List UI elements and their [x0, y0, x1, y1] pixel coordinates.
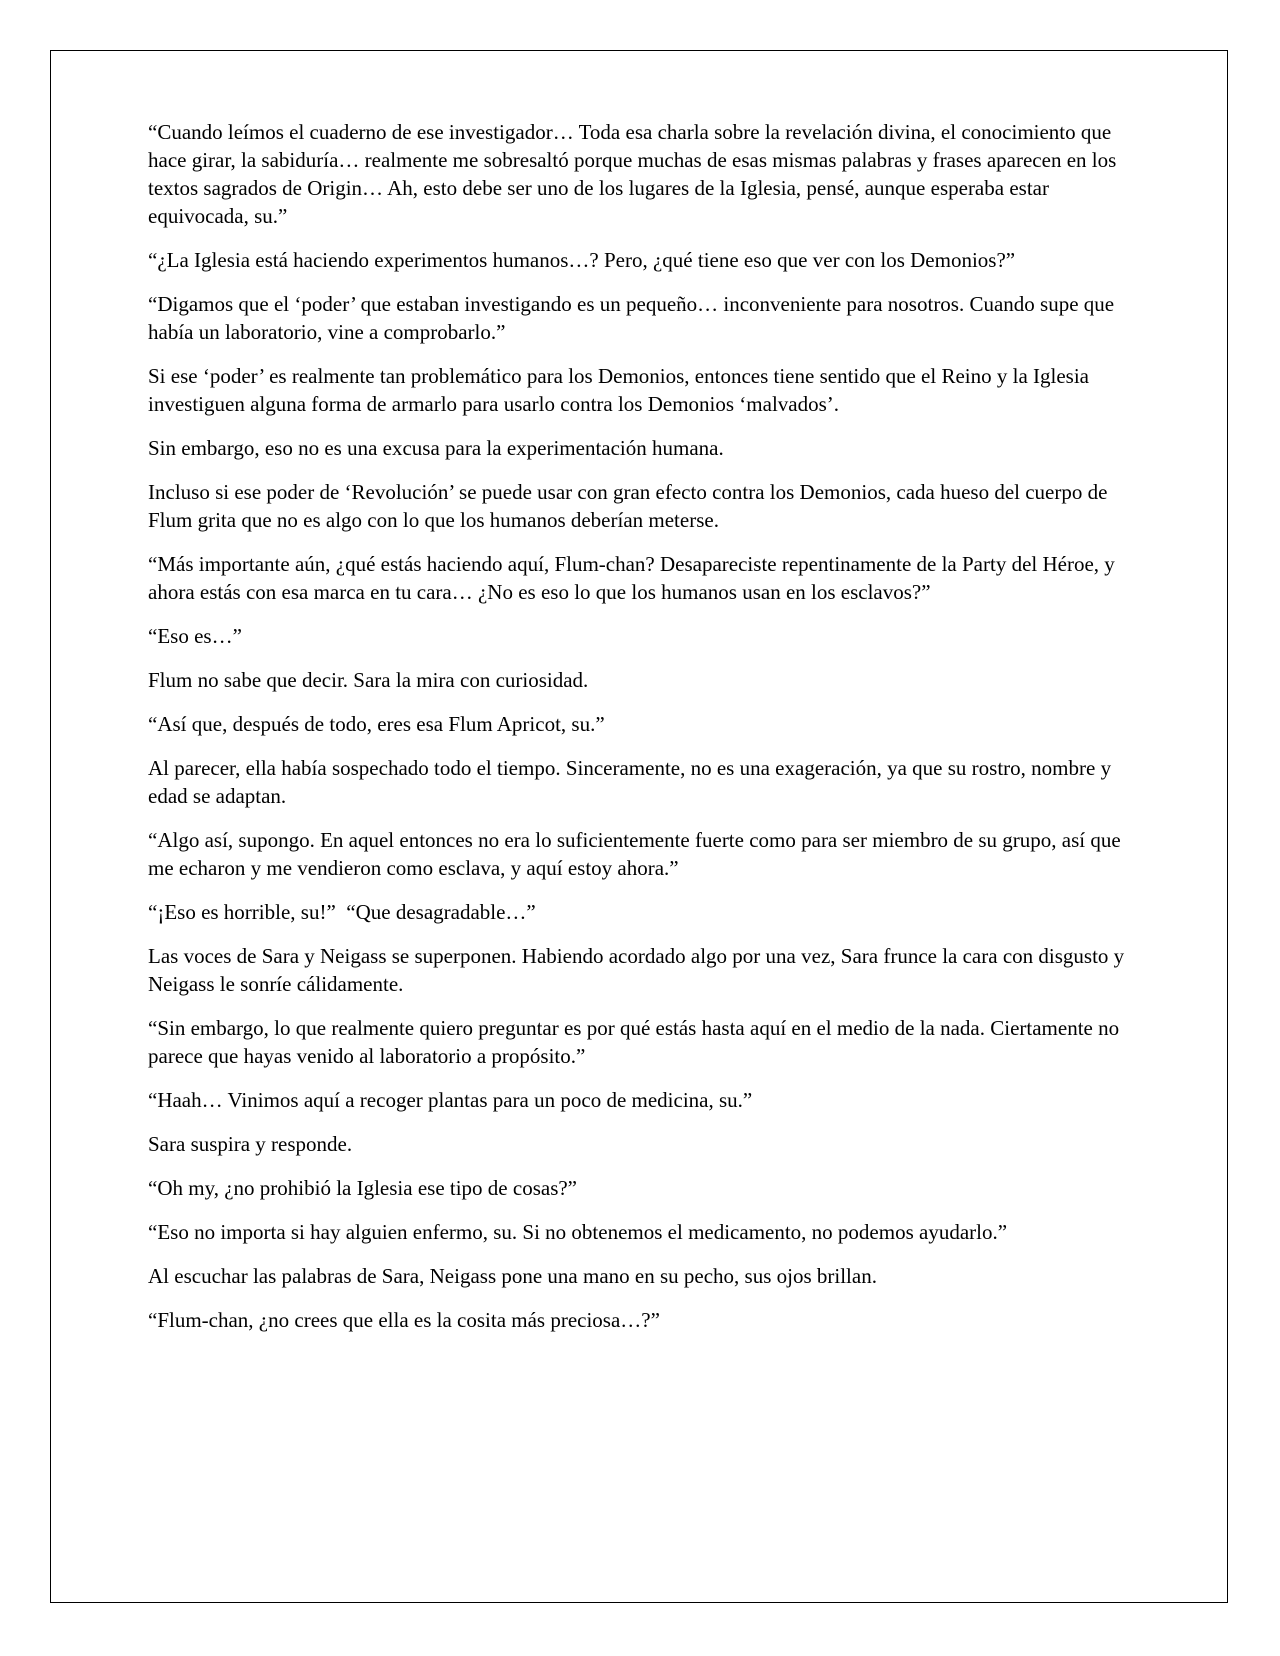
paragraph: Al escuchar las palabras de Sara, Neigass pone una mano en su pecho, sus ojos brillan. — [148, 1264, 877, 1288]
paragraph: Sara suspira y responde. — [148, 1132, 353, 1156]
paragraph: “¿La Iglesia está haciendo experimentos humanos…? Pero, ¿qué tiene eso que ver con los Demonios?” — [148, 248, 1016, 272]
paragraph: “Eso no importa si hay alguien enfermo, su. Si no obtenemos el medicamento, no podemos ayudarlo.” — [148, 1220, 1008, 1244]
paragraph: Sin embargo, eso no es una excusa para la experimentación humana. — [148, 436, 724, 460]
paragraph: Las voces de Sara y Neigass se superponen. Habiendo acordado algo por una vez, Sara frunce la cara con disgusto y Neigass le sonríe cálidamente. — [148, 944, 1125, 996]
paragraph: “Cuando leímos el cuaderno de ese investigador… Toda esa charla sobre la revelación divina, el conocimiento que hace girar, la sabiduría… realmente me sobresaltó porque muchas de esas mismas palabras y frases aparecen en los textos sagrados de Origin… Ah, esto debe ser uno de los lugares de la Iglesia, pensé, aunque esperaba estar equivocada, su.” — [148, 120, 1117, 228]
paragraph: “Algo así, supongo. En aquel entonces no era lo suficientemente fuerte como para ser miembro de su grupo, así que me echaron y me vendieron como esclava, y aquí estoy ahora.” — [148, 828, 1121, 880]
paragraph: Al parecer, ella había sospechado todo el tiempo. Sinceramente, no es una exageración, ya que su rostro, nombre y edad se adaptan. — [148, 756, 1112, 808]
paragraph: Incluso si ese poder de ‘Revolución’ se puede usar con gran efecto contra los Demonios, cada hueso del cuerpo de Flum grita que no es algo con lo que los humanos deberían meterse. — [148, 480, 1108, 532]
paragraph: “¡Eso es horrible, su!” “Que desagradable…” — [148, 900, 536, 924]
paragraph: “Flum-chan, ¿no crees que ella es la cosita más preciosa…?” — [148, 1308, 660, 1332]
paragraph: “Así que, después de todo, eres esa Flum Apricot, su.” — [148, 712, 605, 736]
document-body — [148, 118, 1128, 1350]
paragraph: “Oh my, ¿no prohibió la Iglesia ese tipo de cosas?” — [148, 1176, 578, 1200]
paragraph: Flum no sabe que decir. Sara la mira con curiosidad. — [148, 668, 589, 692]
paragraph: “Haah… Vinimos aquí a recoger plantas para un poco de medicina, su.” — [148, 1088, 753, 1112]
paragraph: “Digamos que el ‘poder’ que estaban investigando es un pequeño… inconveniente para nosotros. Cuando supe que había un laboratorio, vine a comprobarlo.” — [148, 292, 1115, 344]
paragraph: Si ese ‘poder’ es realmente tan problemático para los Demonios, entonces tiene sentido que el Reino y la Iglesia investiguen alguna forma de armarlo para usarlo contra los Demonios ‘malvados’. — [148, 364, 1090, 416]
paragraph: “Eso es…” — [148, 624, 242, 648]
paragraph: “Más importante aún, ¿qué estás haciendo aquí, Flum-chan? Desapareciste repentinamente de la Party del Héroe, y ahora estás con esa marca en tu cara… ¿No es eso lo que los humanos usan en los esclavos?” — [148, 552, 1115, 604]
paragraph: “Sin embargo, lo que realmente quiero preguntar es por qué estás hasta aquí en el medio de la nada. Ciertamente no parece que hayas venido al laboratorio a propósito.” — [148, 1016, 1120, 1068]
